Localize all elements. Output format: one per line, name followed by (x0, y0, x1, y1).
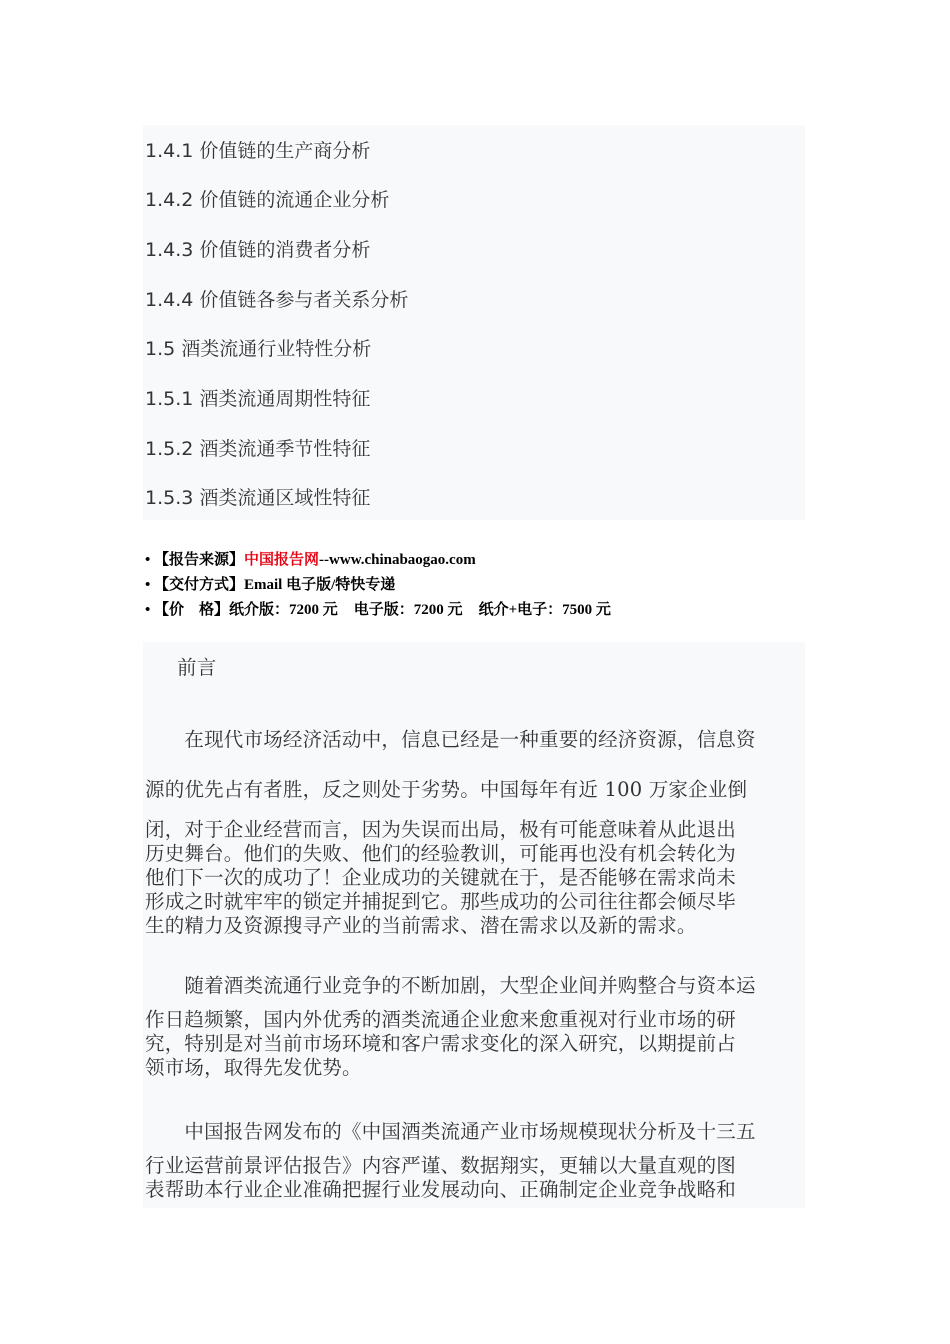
toc-title: 酒类流通季节性特征 (199, 438, 371, 460)
report-info-list (145, 548, 845, 623)
text-line: 中国报告网发布的《中国酒类流通产业市场规模现状分析及十三五 (145, 1120, 756, 1143)
source-url-link[interactable]: --www.chinabaogao.com (319, 552, 476, 568)
text-line: 闭，对于企业经营而言，因为失误而出局，极有可能意味着从此退出 (145, 818, 737, 841)
toc-number: 1.4.3 (145, 239, 194, 261)
toc-item (145, 336, 371, 362)
text-line: 源的优先占有者胜，反之则处于劣势。中国每年有近 100 万家企业倒 (145, 778, 748, 801)
text-line: 随着酒类流通行业竞争的不断加剧，大型企业间并购整合与资本运 (145, 974, 756, 997)
toc-number: 1.5.2 (145, 438, 194, 460)
toc-item (145, 187, 389, 213)
text-line: 他们下一次的成功了！企业成功的关键就在于，是否能够在需求尚未 (145, 866, 737, 889)
source-label: 【报告来源】 (154, 552, 245, 568)
price-paper: 纸介版：7200 元 (229, 602, 338, 618)
toc-number: 1.4.2 (145, 189, 194, 211)
price-label: 【价 格】 (154, 602, 230, 618)
price-info (145, 598, 845, 623)
toc-item (145, 287, 408, 313)
toc-title: 价值链的流通企业分析 (199, 189, 390, 211)
text-line: 在现代市场经济活动中，信息已经是一种重要的经济资源，信息资 (145, 728, 756, 751)
text-line: 历史舞台。他们的失败、他们的经验教训，可能再也没有机会转化为 (145, 842, 737, 865)
preface-heading (145, 656, 801, 680)
delivery-text: 【交付方式】Email 电子版/特快专递 (154, 577, 396, 593)
toc-item (145, 436, 370, 462)
toc-title: 价值链的消费者分析 (199, 239, 371, 261)
text-line: 形成之时就牢牢的锁定并捕捉到它。那些成功的公司往往都会倾尽毕 (145, 890, 737, 913)
table-of-contents (143, 125, 805, 520)
toc-number: 1.5.3 (145, 487, 194, 509)
toc-number: 1.4.4 (145, 289, 194, 311)
source-name-link[interactable]: 中国报告网 (244, 552, 320, 568)
text-line: 作日趋频繁，国内外优秀的酒类流通企业愈来愈重视对行业市场的研 (145, 1008, 737, 1031)
toc-item (145, 386, 370, 412)
toc-number: 1.4.1 (145, 140, 194, 162)
text-line: 行业运营前景评估报告》内容严谨、数据翔实，更辅以大量直观的图 (145, 1154, 737, 1177)
toc-item (145, 485, 370, 511)
toc-number: 1.5 (145, 338, 176, 360)
report-source (145, 548, 845, 573)
text-line: 表帮助本行业企业准确把握行业发展动向、正确制定企业竞争战略和 (145, 1178, 737, 1201)
delivery-method (145, 573, 845, 598)
price-both: 纸介+电子：7500 元 (478, 602, 611, 618)
toc-title: 酒类流通行业特性分析 (181, 338, 372, 360)
price-electronic: 电子版：7200 元 (353, 602, 463, 618)
paragraph (145, 728, 801, 938)
toc-title: 酒类流通区域性特征 (199, 487, 371, 509)
toc-title: 酒类流通周期性特征 (199, 388, 371, 410)
toc-number: 1.5.1 (145, 388, 194, 410)
preface-section (143, 642, 805, 1208)
toc-title: 价值链各参与者关系分析 (199, 289, 409, 311)
paragraph (145, 1120, 801, 1202)
text-line: 生的精力及资源搜寻产业的当前需求、潜在需求以及新的需求。 (145, 914, 697, 937)
toc-title: 价值链的生产商分析 (199, 140, 371, 162)
toc-item (145, 138, 370, 164)
heading-text: 前言 (177, 656, 217, 679)
paragraph (145, 974, 801, 1080)
text-line: 究，特别是对当前市场环境和客户需求变化的深入研究，以期提前占 (145, 1032, 737, 1055)
toc-item (145, 237, 370, 263)
text-line: 领市场，取得先发优势。 (145, 1056, 362, 1079)
